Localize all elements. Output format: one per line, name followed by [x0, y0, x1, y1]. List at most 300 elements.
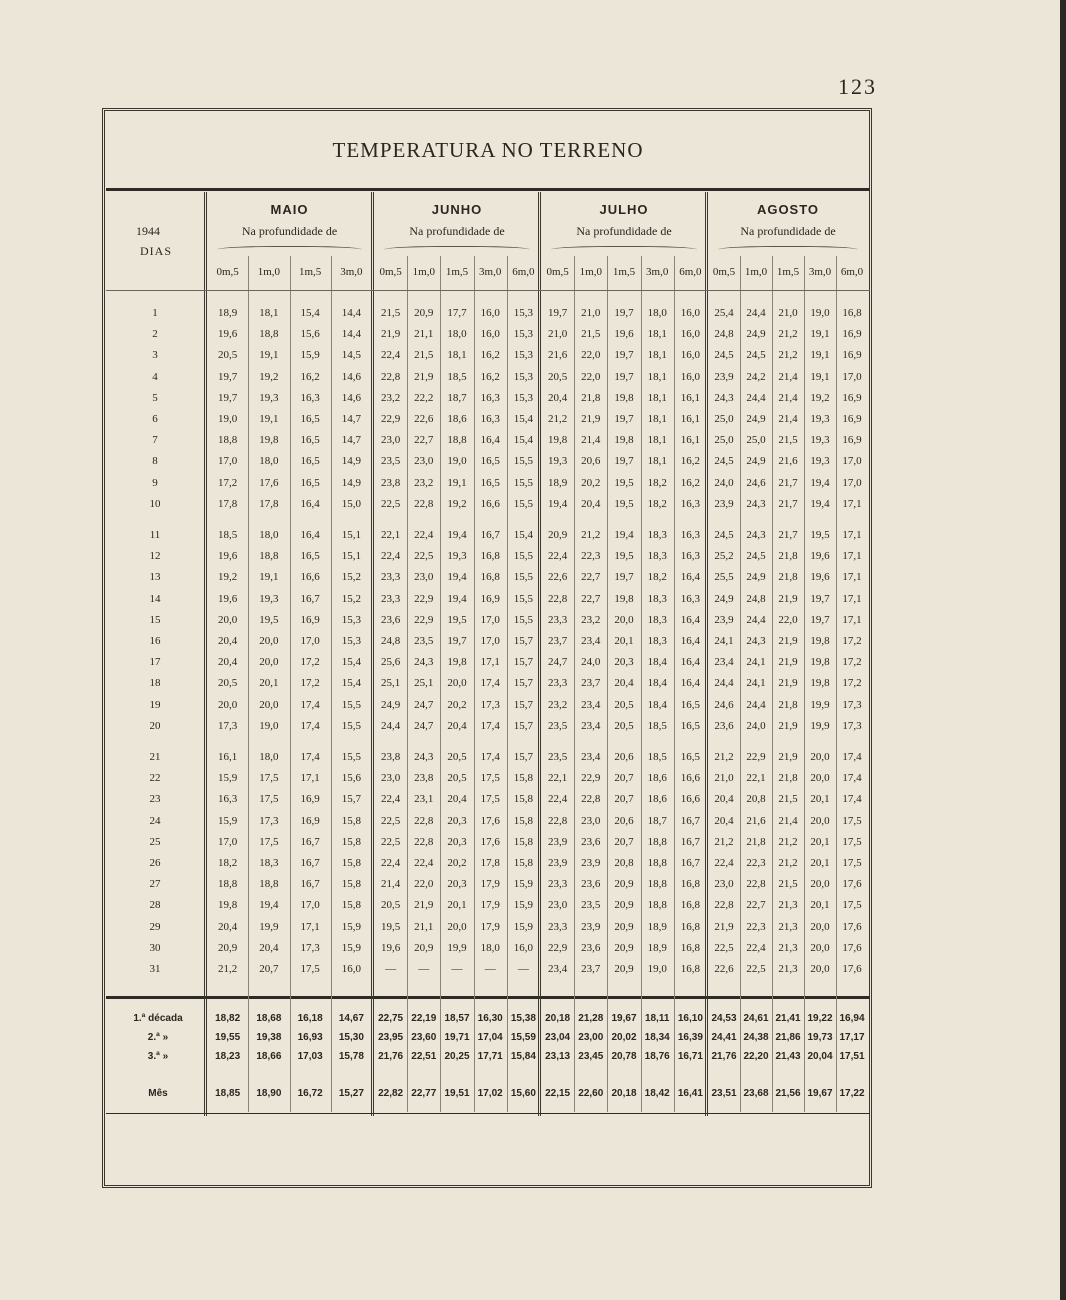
table-cell: 21,9	[778, 751, 798, 763]
table-cell: 23,4	[547, 963, 568, 975]
table-cell: 24,3	[746, 497, 766, 510]
table-cell: 15,7	[513, 698, 534, 711]
table-cell: 16,1	[680, 391, 701, 404]
table-cell: 21,9	[778, 677, 798, 690]
table-cell: 22,1	[547, 772, 568, 785]
table-cell: 20,7	[614, 772, 634, 785]
day-number: 13	[149, 571, 161, 584]
table-cell: 22,8	[547, 814, 568, 827]
table-cell: 23,0	[414, 455, 434, 468]
table-cell: 16,4	[680, 677, 701, 690]
table-cell: 23,5	[547, 719, 568, 732]
table-cell: 19,9	[810, 698, 830, 711]
summary-cell: 21,56	[775, 1088, 801, 1099]
table-cell: 17,0	[480, 635, 500, 647]
day-number: 24	[149, 814, 161, 827]
table-cell: 21,2	[218, 963, 238, 975]
table-cell: 23,3	[547, 920, 568, 933]
table-cell: 19,8	[810, 656, 830, 669]
table-cell: 21,8	[778, 571, 798, 584]
table-cell: 23,8	[380, 476, 401, 489]
summary-cell: 21,41	[775, 1013, 801, 1024]
summary-cell: 15,78	[338, 1051, 364, 1062]
table-cell: 19,1	[259, 349, 279, 362]
summary-cell: 23,45	[578, 1051, 604, 1062]
table-cell: 16,2	[680, 455, 701, 468]
table-cell: 24,5	[714, 349, 734, 362]
table-cell: 22,8	[547, 592, 568, 605]
table-cell: 16,3	[480, 413, 500, 425]
month-header: JUNHO	[431, 202, 483, 217]
table-cell: 21,2	[581, 529, 601, 541]
table-cell: —	[385, 963, 397, 975]
table-cell: 21,9	[581, 413, 601, 425]
table-cell: 22,4	[414, 857, 434, 869]
table-cell: 18,1	[647, 328, 667, 341]
table-cell: 20,0	[259, 698, 279, 711]
table-cell: 23,1	[414, 793, 434, 806]
table-cell: 15,8	[341, 899, 361, 912]
table-cell: 16,5	[680, 698, 701, 711]
table-cell: 21,3	[778, 941, 798, 954]
table-cell: 17,5	[300, 963, 320, 975]
table-cell: 19,9	[810, 719, 830, 732]
table-cell: 21,8	[778, 550, 798, 563]
day-number: 18	[149, 677, 161, 690]
table-cell: 18,1	[647, 370, 667, 383]
table-cell: 20,0	[810, 878, 830, 891]
summary-label: Mês	[148, 1088, 168, 1099]
table-cell: 19,3	[259, 391, 279, 404]
table-cell: 24,5	[746, 550, 766, 563]
table-cell: 21,9	[414, 370, 434, 383]
table-cell: 19,6	[614, 328, 634, 341]
table-cell: 20,0	[810, 772, 830, 785]
table-cell: 19,5	[259, 613, 279, 626]
table-cell: 17,6	[842, 878, 862, 891]
table-cell: 15,1	[341, 550, 361, 563]
table-cell: 24,7	[414, 719, 434, 732]
table-cell: 17,0	[300, 635, 320, 647]
table-cell: 20,0	[218, 698, 238, 711]
table-cell: 24,9	[380, 698, 401, 711]
table-cell: 15,8	[513, 793, 534, 806]
table-cell: 20,0	[218, 613, 238, 626]
table-cell: 16,6	[300, 571, 320, 584]
table-cell: 21,2	[714, 751, 734, 763]
table-cell: 20,0	[447, 920, 467, 933]
table-cell: 19,7	[810, 592, 830, 605]
table-cell: 20,4	[447, 719, 467, 732]
day-number: 2	[152, 328, 158, 341]
depth-caption: Na profundidade de	[740, 224, 836, 238]
summary-cell: 19,71	[444, 1032, 470, 1043]
table-cell: 19,1	[259, 571, 279, 584]
table-cell: 24,6	[714, 698, 734, 711]
table-cell: 20,9	[614, 899, 634, 912]
table-cell: 16,0	[680, 349, 701, 362]
depth-header: 1m,0	[257, 266, 281, 278]
table-cell: 19,2	[259, 370, 279, 383]
table-cell: 19,0	[447, 455, 467, 468]
table-cell: 15,3	[513, 370, 534, 383]
table-cell: 19,6	[810, 571, 830, 584]
table-cell: 16,5	[300, 413, 320, 425]
day-number: 28	[149, 899, 161, 912]
table-cell: 22,5	[746, 963, 766, 975]
table-cell: 18,2	[647, 476, 667, 489]
table-cell: 17,6	[480, 814, 500, 827]
table-cell: 19,7	[614, 571, 634, 584]
day-number: 31	[149, 963, 161, 975]
table-cell: 20,0	[810, 941, 830, 954]
table-cell: 19,8	[810, 677, 830, 690]
summary-cell: 15,59	[510, 1032, 536, 1043]
day-number: 27	[149, 878, 161, 891]
table-cell: 23,2	[380, 391, 401, 404]
table-cell: 15,5	[513, 592, 534, 605]
table-cell: 23,5	[380, 455, 401, 468]
table-cell: 19,1	[810, 349, 830, 362]
table-cell: 17,4	[842, 751, 862, 763]
depth-header: 0m,5	[546, 266, 569, 278]
table-cell: 19,4	[614, 529, 634, 541]
table-cell: 24,7	[547, 656, 568, 669]
year-label: 1944	[136, 224, 160, 238]
day-number: 14	[149, 592, 161, 605]
table-cell: 20,4	[259, 941, 279, 954]
table-cell: 18,8	[218, 434, 238, 447]
table-cell: 16,6	[680, 772, 701, 785]
table-cell: 19,3	[810, 434, 830, 447]
table-cell: 16,7	[300, 878, 320, 891]
table-cell: 18,5	[647, 751, 667, 763]
table-cell: 23,9	[547, 835, 568, 848]
table-cell: 19,2	[447, 497, 467, 510]
table-cell: 15,5	[341, 698, 361, 711]
table-cell: 21,0	[581, 307, 601, 319]
table-cell: 22,8	[746, 878, 766, 891]
summary-cell: 16,93	[297, 1032, 323, 1043]
summary-cell: 22,60	[578, 1088, 604, 1099]
table-cell: 15,5	[341, 751, 361, 763]
table-cell: —	[451, 963, 463, 975]
table-cell: 16,8	[680, 963, 701, 975]
table-cell: 17,5	[480, 772, 500, 785]
table-cell: 15,2	[341, 571, 361, 584]
table-cell: 18,1	[647, 434, 667, 447]
table-cell: 22,0	[581, 370, 601, 383]
table-cell: 17,1	[480, 656, 500, 669]
table-cell: 17,0	[218, 455, 238, 468]
table-cell: 23,5	[414, 635, 434, 647]
table-cell: 24,0	[581, 656, 601, 669]
table-cell: 16,0	[341, 963, 361, 975]
table-cell: 22,1	[746, 772, 766, 785]
table-cell: 18,3	[647, 613, 667, 626]
table-cell: 20,5	[447, 772, 467, 785]
table-cell: 19,6	[218, 592, 238, 605]
table-cell: 19,0	[810, 307, 830, 319]
table-cell: 20,0	[259, 656, 279, 669]
summary-cell: 22,15	[545, 1088, 571, 1099]
brace	[217, 246, 362, 255]
table-cell: 21,3	[778, 899, 798, 912]
table-cell: 17,5	[842, 899, 862, 912]
table-cell: 20,5	[380, 899, 401, 912]
table-cell: 23,3	[547, 613, 568, 626]
table-cell: 19,0	[647, 963, 667, 975]
month-header: AGOSTO	[756, 202, 820, 217]
table-cell: 18,2	[218, 857, 238, 869]
table-cell: 15,8	[341, 835, 361, 848]
table-cell: 18,8	[218, 878, 238, 891]
table-cell: 21,1	[414, 920, 434, 933]
summary-cell: 22,75	[378, 1013, 404, 1024]
table-cell: 15,4	[300, 307, 320, 319]
table-cell: 20,3	[447, 878, 467, 891]
table-cell: 18,9	[647, 920, 667, 933]
table-cell: 22,9	[414, 613, 434, 626]
table-cell: 19,0	[259, 719, 279, 732]
table-cell: 19,4	[447, 529, 467, 541]
table-cell: 25,4	[714, 307, 734, 319]
table-cell: 23,9	[714, 613, 734, 626]
table-cell: 23,6	[714, 719, 734, 732]
table-cell: 22,0	[778, 613, 798, 626]
table-cell: 16,4	[480, 434, 500, 447]
table-cell: —	[517, 963, 529, 975]
table-cell: 17,4	[480, 719, 500, 732]
table-cell: 19,3	[259, 592, 279, 605]
table-cell: 15,9	[341, 941, 361, 954]
table-cell: 15,0	[341, 497, 361, 510]
table-cell: 15,6	[300, 328, 320, 341]
table-cell: 24,9	[746, 328, 766, 341]
table-cell: 17,0	[218, 835, 238, 848]
table-cell: 17,1	[842, 550, 862, 563]
table-cell: 16,3	[218, 793, 238, 806]
table-cell: 17,5	[480, 793, 500, 806]
table-cell: 24,1	[746, 656, 766, 669]
summary-cell: 16,41	[677, 1088, 703, 1099]
day-number: 23	[149, 793, 161, 806]
table-cell: 18,8	[447, 434, 467, 447]
table-cell: 20,4	[218, 635, 238, 647]
table-cell: 19,5	[614, 476, 634, 489]
table-cell: 16,4	[300, 529, 320, 541]
table-cell: 21,2	[778, 857, 798, 869]
table-cell: 17,2	[842, 635, 862, 647]
brace	[384, 246, 530, 255]
table-cell: 22,6	[714, 963, 734, 975]
table-cell: 22,5	[380, 814, 401, 827]
table-cell: 17,3	[842, 698, 862, 711]
table-cell: 16,5	[680, 751, 701, 763]
table-cell: 17,4	[300, 698, 320, 711]
table-cell: 18,0	[259, 455, 279, 468]
table-cell: 22,4	[414, 529, 434, 541]
table-cell: 23,5	[581, 899, 601, 912]
table-cell: 23,0	[414, 571, 434, 584]
depth-header: 1m,5	[298, 266, 322, 278]
table-cell: 21,4	[581, 434, 601, 447]
table-cell: 24,4	[746, 698, 766, 711]
table-cell: 15,4	[513, 529, 534, 541]
table-cell: 24,4	[714, 677, 734, 690]
depth-header: 3m,0	[646, 266, 669, 278]
table-cell: 21,4	[778, 391, 798, 404]
summary-cell: 22,51	[411, 1051, 437, 1062]
table-cell: 16,8	[680, 899, 701, 912]
table-cell: 22,7	[581, 592, 601, 605]
table-cell: 16,2	[300, 370, 320, 383]
table-cell: 20,1	[259, 677, 279, 690]
table-cell: 16,1	[680, 434, 701, 447]
table-cell: 21,9	[778, 592, 798, 605]
summary-cell: 15,60	[510, 1088, 536, 1099]
summary-cell: 24,53	[711, 1013, 737, 1024]
table-cell: 22,4	[547, 550, 568, 563]
table-cell: 20,1	[447, 899, 467, 912]
summary-cell: 16,94	[839, 1013, 865, 1024]
table-cell: 21,6	[778, 455, 798, 468]
table-cell: 20,4	[218, 656, 238, 669]
summary-cell: 16,39	[677, 1032, 703, 1043]
table-cell: 17,4	[480, 677, 500, 690]
table-cell: 24,1	[746, 677, 766, 690]
table-cell: 20,2	[447, 857, 467, 869]
table-cell: 23,7	[581, 677, 601, 690]
summary-cell: 23,13	[545, 1051, 571, 1062]
table-cell: 20,8	[746, 793, 766, 806]
table-cell: 15,8	[513, 814, 534, 827]
depth-header: 6m,0	[840, 266, 864, 278]
table-cell: 23,6	[581, 878, 601, 891]
day-number: 11	[149, 529, 161, 541]
month-header: MAIO	[270, 202, 309, 217]
table-cell: 21,0	[547, 328, 568, 341]
table-cell: 22,5	[380, 497, 401, 510]
header-rule	[106, 188, 870, 191]
table-cell: 18,1	[647, 391, 667, 404]
table-cell: 23,6	[581, 835, 601, 848]
table-cell: 18,5	[447, 370, 467, 383]
day-number: 16	[149, 635, 161, 647]
day-number: 30	[149, 941, 161, 954]
table-cell: 20,9	[614, 941, 634, 954]
summary-cell: 21,76	[711, 1051, 737, 1062]
table-cell: 22,2	[414, 391, 434, 404]
table-cell: 15,9	[300, 349, 320, 362]
table-cell: 23,2	[581, 613, 601, 626]
table-cell: 18,0	[647, 307, 667, 319]
table-cell: 17,4	[842, 772, 862, 785]
table-cell: 18,4	[647, 698, 667, 711]
table-cell: 19,4	[547, 497, 568, 510]
table-cell: 24,8	[380, 635, 401, 647]
table-cell: 17,2	[300, 677, 320, 690]
day-number: 6	[152, 413, 158, 425]
table-cell: 21,8	[778, 698, 798, 711]
table-cell: 24,3	[414, 656, 434, 669]
table-cell: 19,7	[614, 413, 634, 425]
table-cell: 17,8	[480, 857, 500, 869]
table-cell: 18,6	[447, 413, 467, 425]
table-cell: 17,6	[842, 920, 862, 933]
summary-cell: 18,34	[644, 1032, 670, 1043]
table-cell: 16,4	[680, 613, 701, 626]
table-cell: 15,9	[218, 772, 238, 785]
table-cell: 19,5	[614, 550, 634, 563]
table-cell: 16,8	[680, 878, 701, 891]
table-cell: 22,9	[414, 592, 434, 605]
table-cell: 24,9	[746, 413, 766, 425]
table-cell: 16,0	[680, 307, 701, 319]
table-cell: 19,5	[380, 920, 401, 933]
summary-cell: 24,38	[743, 1032, 769, 1043]
depth-header: 1m,5	[612, 266, 636, 278]
summary-cell: 18,76	[644, 1051, 670, 1062]
table-cell: 23,4	[581, 751, 601, 763]
table-cell: 19,2	[810, 391, 830, 404]
table-cell: 21,0	[778, 307, 798, 319]
table-cell: 22,0	[414, 878, 434, 891]
summary-cell: 19,67	[611, 1013, 637, 1024]
table-cell: 16,9	[842, 349, 862, 362]
summary-cell: 21,86	[775, 1032, 801, 1043]
day-number: 12	[149, 550, 161, 563]
table-cell: 22,8	[581, 793, 601, 806]
table-cell: 19,7	[614, 307, 634, 319]
summary-cell: 21,76	[378, 1051, 404, 1062]
table-cell: 15,9	[341, 920, 361, 933]
table-cell: 15,5	[341, 719, 361, 732]
summary-cell: 23,60	[411, 1032, 437, 1043]
table-cell: 22,9	[380, 413, 401, 425]
table-cell: 17,1	[842, 529, 862, 541]
table-cell: 19,5	[447, 613, 467, 626]
table-cell: 17,3	[259, 814, 279, 827]
table-cell: 20,1	[810, 899, 830, 912]
table-cell: 20,9	[414, 307, 434, 319]
table-cell: 16,8	[842, 307, 862, 319]
table-cell: 16,2	[480, 349, 500, 362]
table-cell: 20,9	[614, 878, 634, 891]
table-cell: 16,5	[300, 476, 320, 489]
table-cell: 16,4	[680, 656, 701, 669]
table-cell: 22,5	[714, 941, 734, 954]
table-cell: 17,3	[480, 698, 500, 711]
table-cell: 23,4	[581, 635, 601, 647]
table-cell: 20,4	[614, 677, 634, 690]
table-cell: 16,9	[842, 328, 862, 341]
table-cell: 17,4	[300, 751, 320, 763]
depth-header: 3m,0	[340, 266, 363, 278]
table-cell: 22,4	[380, 550, 401, 563]
table-cell: 17,1	[842, 592, 862, 605]
table-cell: 19,4	[447, 571, 467, 584]
summary-cell: 23,00	[578, 1032, 604, 1043]
day-number: 25	[149, 835, 161, 848]
table-cell: 23,6	[581, 941, 601, 954]
table-cell: 18,2	[647, 571, 667, 584]
table-cell: 19,4	[447, 592, 467, 605]
table-cell: 15,6	[341, 772, 361, 785]
table-cell: 16,6	[480, 497, 500, 510]
table-cell: 21,2	[714, 835, 734, 848]
table-cell: 16,7	[300, 592, 320, 605]
